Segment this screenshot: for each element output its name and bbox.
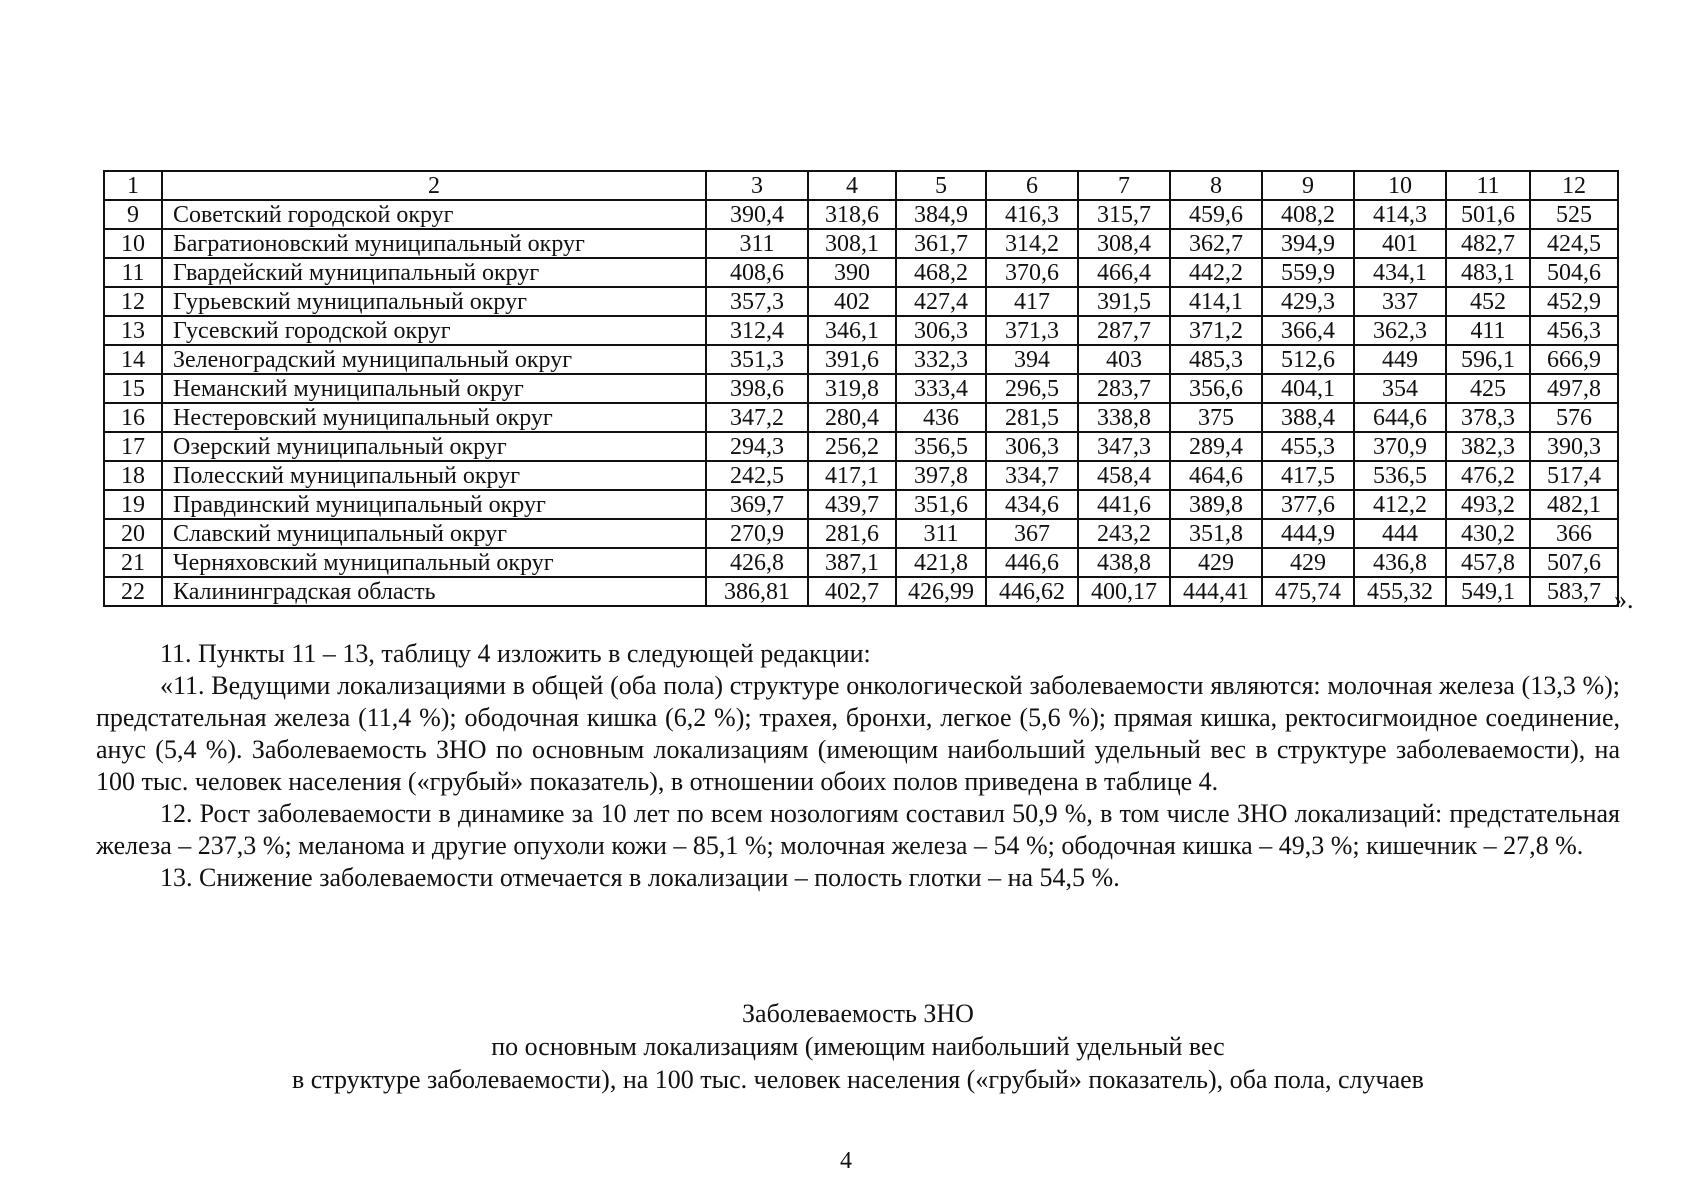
value-cell: 351,3 [706, 345, 808, 374]
value-cell: 351,8 [1170, 519, 1262, 548]
row-number-cell: 18 [104, 461, 162, 490]
value-cell: 332,3 [896, 345, 986, 374]
header-cell: 7 [1078, 171, 1170, 200]
value-cell: 391,5 [1078, 287, 1170, 316]
closing-quote: ». [1614, 585, 1634, 614]
value-cell: 375 [1170, 403, 1262, 432]
value-cell: 369,7 [706, 490, 808, 519]
value-cell: 281,5 [986, 403, 1078, 432]
value-cell: 397,8 [896, 461, 986, 490]
value-cell: 334,7 [986, 461, 1078, 490]
value-cell: 493,2 [1446, 490, 1530, 519]
table-row [104, 374, 1618, 403]
value-cell: 426,8 [706, 548, 808, 577]
value-cell: 438,8 [1078, 548, 1170, 577]
table-title-line-2: по основным локализациям (имеющим наибольший удельный вес [491, 1032, 1225, 1061]
header-cell: 5 [896, 171, 986, 200]
value-cell: 416,3 [986, 200, 1078, 229]
value-cell: 497,8 [1530, 374, 1618, 403]
header-cell: 9 [1262, 171, 1354, 200]
value-cell: 446,62 [986, 577, 1078, 606]
value-cell: 362,7 [1170, 229, 1262, 258]
page-number: 4 [840, 1148, 852, 1174]
value-cell: 483,1 [1446, 258, 1530, 287]
row-number-cell: 10 [104, 229, 162, 258]
row-number-cell: 16 [104, 403, 162, 432]
value-cell: 346,1 [808, 316, 896, 345]
value-cell: 398,6 [706, 374, 808, 403]
region-name-cell: Багратионовский муниципальный округ [162, 229, 706, 258]
value-cell: 356,5 [896, 432, 986, 461]
value-cell: 354 [1354, 374, 1446, 403]
value-cell: 504,6 [1530, 258, 1618, 287]
value-cell: 377,6 [1262, 490, 1354, 519]
header-cell: 1 [104, 171, 162, 200]
value-cell: 421,8 [896, 548, 986, 577]
value-cell: 318,6 [808, 200, 896, 229]
value-cell: 452 [1446, 287, 1530, 316]
value-cell: 446,6 [986, 548, 1078, 577]
value-cell: 442,2 [1170, 258, 1262, 287]
value-cell: 475,74 [1262, 577, 1354, 606]
row-number-cell: 22 [104, 577, 162, 606]
table-row [104, 200, 1618, 229]
value-cell: 559,9 [1262, 258, 1354, 287]
row-number-cell: 9 [104, 200, 162, 229]
paragraph-12: 12. Рост заболеваемости в динамике за 10 лет по всем нозологиям составил 50,9 %, в том числе ЗНО локализаций: предстательная железа – 237,3 %; меланома и другие опухоли кожи – 85,1 %; молочная железа – 54 %; ободочная кишка – 49,3 %; кишечник – 27,8 %. [96, 799, 1620, 860]
region-name-cell: Неманский муниципальный округ [162, 374, 706, 403]
value-cell: 476,2 [1446, 461, 1530, 490]
value-cell: 294,3 [706, 432, 808, 461]
value-cell: 366,4 [1262, 316, 1354, 345]
table-title-line-1: Заболеваемость ЗНО [742, 999, 974, 1028]
value-cell: 311 [706, 229, 808, 258]
table-4-title [96, 997, 1620, 1096]
value-cell: 468,2 [896, 258, 986, 287]
paragraph-11-intro: 11. Пункты 11 – 13, таблицу 4 изложить в следующей редакции: [160, 639, 871, 668]
region-name-cell: Черняховский муниципальный округ [162, 548, 706, 577]
value-cell: 457,8 [1446, 548, 1530, 577]
table-row [104, 403, 1618, 432]
value-cell: 351,6 [896, 490, 986, 519]
value-cell: 361,7 [896, 229, 986, 258]
value-cell: 382,3 [1446, 432, 1530, 461]
row-number-cell: 17 [104, 432, 162, 461]
value-cell: 388,4 [1262, 403, 1354, 432]
value-cell: 576 [1530, 403, 1618, 432]
value-cell: 414,3 [1354, 200, 1446, 229]
value-cell: 412,2 [1354, 490, 1446, 519]
value-cell: 417 [986, 287, 1078, 316]
paragraph-13: 13. Снижение заболеваемости отмечается в локализации – полость глотки – на 54,5 %. [160, 863, 1120, 892]
value-cell: 444,41 [1170, 577, 1262, 606]
value-cell: 403 [1078, 345, 1170, 374]
region-name-cell: Славский муниципальный округ [162, 519, 706, 548]
value-cell: 455,3 [1262, 432, 1354, 461]
value-cell: 367 [986, 519, 1078, 548]
value-cell: 449 [1354, 345, 1446, 374]
value-cell: 386,81 [706, 577, 808, 606]
value-cell: 256,2 [808, 432, 896, 461]
table-row [104, 287, 1618, 316]
value-cell: 466,4 [1078, 258, 1170, 287]
value-cell: 384,9 [896, 200, 986, 229]
value-cell: 426,99 [896, 577, 986, 606]
value-cell: 387,1 [808, 548, 896, 577]
value-cell: 596,1 [1446, 345, 1530, 374]
value-cell: 306,3 [896, 316, 986, 345]
value-cell: 464,6 [1170, 461, 1262, 490]
paragraph-11: «11. Ведущими локализациями в общей (оба пола) структуре онкологической заболеваемости являются: молочная железа (13,3 %); предстательная железа (11,4 %); ободочная кишка (6,2 %); трахея, бронхи, легкое (5,6 %); прямая кишка, ректосигмоидное соединение, анус (5,4 %). Заболеваемость ЗНО по основным локализациям (имеющим наибольший удельный вес в структуре заболеваемости), на 100 тыс. человек населения («грубый» показатель), в отношении обоих полов приведена в таблице 4. [96, 671, 1620, 796]
row-number-cell: 19 [104, 490, 162, 519]
value-cell: 434,1 [1354, 258, 1446, 287]
value-cell: 425 [1446, 374, 1530, 403]
value-cell: 512,6 [1262, 345, 1354, 374]
incidence-table [103, 170, 1619, 607]
value-cell: 319,8 [808, 374, 896, 403]
header-cell: 11 [1446, 171, 1530, 200]
value-cell: 644,6 [1354, 403, 1446, 432]
incidence-table-container [103, 170, 1619, 607]
value-cell: 394,9 [1262, 229, 1354, 258]
value-cell: 402,7 [808, 577, 896, 606]
value-cell: 525 [1530, 200, 1618, 229]
value-cell: 436,8 [1354, 548, 1446, 577]
value-cell: 308,1 [808, 229, 896, 258]
value-cell: 370,6 [986, 258, 1078, 287]
value-cell: 347,3 [1078, 432, 1170, 461]
table-row [104, 316, 1618, 345]
region-name-cell: Нестеровский муниципальный округ [162, 403, 706, 432]
value-cell: 441,6 [1078, 490, 1170, 519]
value-cell: 429 [1170, 548, 1262, 577]
value-cell: 439,7 [808, 490, 896, 519]
table-row [104, 577, 1618, 606]
row-number-cell: 21 [104, 548, 162, 577]
value-cell: 404,1 [1262, 374, 1354, 403]
value-cell: 444 [1354, 519, 1446, 548]
header-cell: 2 [162, 171, 706, 200]
value-cell: 408,2 [1262, 200, 1354, 229]
value-cell: 362,3 [1354, 316, 1446, 345]
value-cell: 401 [1354, 229, 1446, 258]
value-cell: 507,6 [1530, 548, 1618, 577]
value-cell: 312,4 [706, 316, 808, 345]
header-cell: 6 [986, 171, 1078, 200]
value-cell: 287,7 [1078, 316, 1170, 345]
value-cell: 281,6 [808, 519, 896, 548]
row-number-cell: 13 [104, 316, 162, 345]
value-cell: 314,2 [986, 229, 1078, 258]
table-row [104, 548, 1618, 577]
value-cell: 430,2 [1446, 519, 1530, 548]
value-cell: 408,6 [706, 258, 808, 287]
table-row [104, 519, 1618, 548]
table-body [104, 171, 1618, 606]
value-cell: 429 [1262, 548, 1354, 577]
value-cell: 270,9 [706, 519, 808, 548]
value-cell: 378,3 [1446, 403, 1530, 432]
value-cell: 311 [896, 519, 986, 548]
value-cell: 417,5 [1262, 461, 1354, 490]
value-cell: 333,4 [896, 374, 986, 403]
header-cell: 3 [706, 171, 808, 200]
value-cell: 389,8 [1170, 490, 1262, 519]
table-row [104, 229, 1618, 258]
value-cell: 517,4 [1530, 461, 1618, 490]
value-cell: 243,2 [1078, 519, 1170, 548]
region-name-cell: Озерский муниципальный округ [162, 432, 706, 461]
value-cell: 338,8 [1078, 403, 1170, 432]
value-cell: 242,5 [706, 461, 808, 490]
value-cell: 337 [1354, 287, 1446, 316]
row-number-cell: 12 [104, 287, 162, 316]
value-cell: 315,7 [1078, 200, 1170, 229]
table-row [104, 461, 1618, 490]
value-cell: 371,3 [986, 316, 1078, 345]
region-name-cell: Гвардейский муниципальный округ [162, 258, 706, 287]
value-cell: 444,9 [1262, 519, 1354, 548]
region-name-cell: Гурьевский муниципальный округ [162, 287, 706, 316]
value-cell: 356,6 [1170, 374, 1262, 403]
value-cell: 390,4 [706, 200, 808, 229]
region-name-cell: Зеленоградский муниципальный округ [162, 345, 706, 374]
value-cell: 402 [808, 287, 896, 316]
value-cell: 549,1 [1446, 577, 1530, 606]
value-cell: 370,9 [1354, 432, 1446, 461]
value-cell: 456,3 [1530, 316, 1618, 345]
value-cell: 482,7 [1446, 229, 1530, 258]
value-cell: 283,7 [1078, 374, 1170, 403]
value-cell: 429,3 [1262, 287, 1354, 316]
value-cell: 394 [986, 345, 1078, 374]
region-name-cell: Полесский муниципальный округ [162, 461, 706, 490]
value-cell: 583,7 [1530, 577, 1618, 606]
value-cell: 306,3 [986, 432, 1078, 461]
amendment-text [96, 638, 1620, 894]
value-cell: 482,1 [1530, 490, 1618, 519]
value-cell: 452,9 [1530, 287, 1618, 316]
value-cell: 485,3 [1170, 345, 1262, 374]
value-cell: 371,2 [1170, 316, 1262, 345]
header-cell: 4 [808, 171, 896, 200]
header-cell: 12 [1530, 171, 1618, 200]
value-cell: 427,4 [896, 287, 986, 316]
value-cell: 434,6 [986, 490, 1078, 519]
value-cell: 436 [896, 403, 986, 432]
value-cell: 536,5 [1354, 461, 1446, 490]
row-number-cell: 15 [104, 374, 162, 403]
value-cell: 289,4 [1170, 432, 1262, 461]
row-number-cell: 11 [104, 258, 162, 287]
header-cell: 8 [1170, 171, 1262, 200]
value-cell: 417,1 [808, 461, 896, 490]
table-row [104, 345, 1618, 374]
region-name-cell: Калининградская область [162, 577, 706, 606]
value-cell: 366 [1530, 519, 1618, 548]
table-title-line-3: в структуре заболеваемости), на 100 тыс. человек населения («грубый» показатель), оба пола, случаев [292, 1065, 1424, 1094]
value-cell: 347,2 [706, 403, 808, 432]
region-name-cell: Правдинский муниципальный округ [162, 490, 706, 519]
value-cell: 280,4 [808, 403, 896, 432]
header-cell: 10 [1354, 171, 1446, 200]
value-cell: 666,9 [1530, 345, 1618, 374]
value-cell: 390 [808, 258, 896, 287]
value-cell: 424,5 [1530, 229, 1618, 258]
table-header-row [104, 171, 1618, 200]
region-name-cell: Гусевский городской округ [162, 316, 706, 345]
table-row [104, 432, 1618, 461]
value-cell: 357,3 [706, 287, 808, 316]
value-cell: 459,6 [1170, 200, 1262, 229]
value-cell: 391,6 [808, 345, 896, 374]
value-cell: 400,17 [1078, 577, 1170, 606]
row-number-cell: 14 [104, 345, 162, 374]
value-cell: 390,3 [1530, 432, 1618, 461]
region-name-cell: Советский городской округ [162, 200, 706, 229]
value-cell: 458,4 [1078, 461, 1170, 490]
table-row [104, 490, 1618, 519]
value-cell: 296,5 [986, 374, 1078, 403]
value-cell: 414,1 [1170, 287, 1262, 316]
row-number-cell: 20 [104, 519, 162, 548]
table-row [104, 258, 1618, 287]
value-cell: 501,6 [1446, 200, 1530, 229]
value-cell: 455,32 [1354, 577, 1446, 606]
value-cell: 411 [1446, 316, 1530, 345]
value-cell: 308,4 [1078, 229, 1170, 258]
